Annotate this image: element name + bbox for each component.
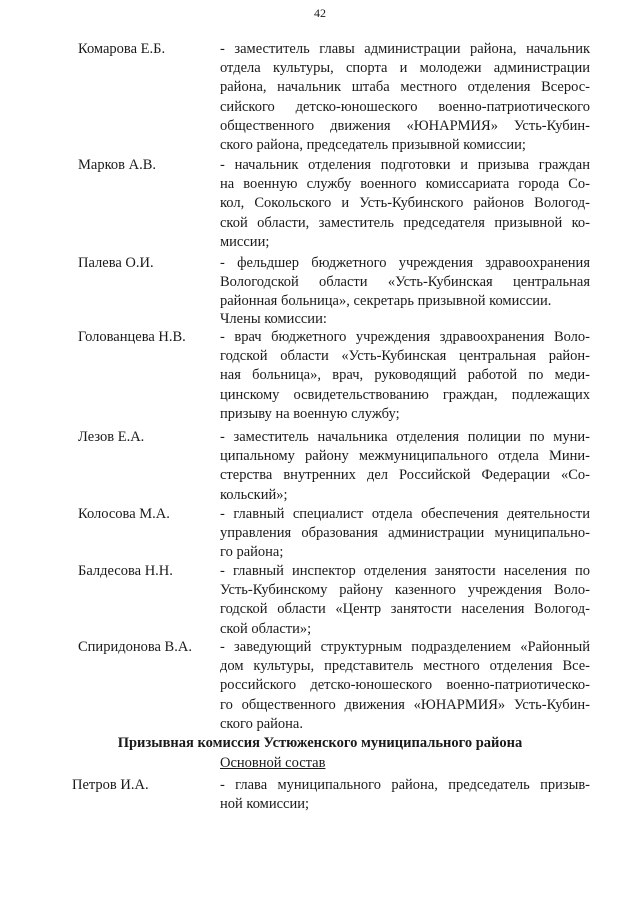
member-role <box>220 638 590 734</box>
role-line: управления образования администрации муниципально- <box>220 525 590 542</box>
member-role <box>220 776 590 814</box>
member-role <box>220 562 590 639</box>
role-line: годской области «Центр занятости населения Вологод- <box>220 601 590 618</box>
section-title: Призывная комиссия Устюженского муниципального района <box>117 735 523 751</box>
member-name: Балдесова Н.Н. <box>78 563 173 579</box>
member-name: Комарова Е.Б. <box>78 41 166 57</box>
role-line: сийского детско-юношеского военно-патриотического <box>220 98 590 115</box>
member-role <box>220 328 590 424</box>
role-line: - начальник отделения подготовки и призыва граждан <box>220 157 590 173</box>
member-name: Петров И.А. <box>72 777 149 793</box>
member-role <box>220 156 590 252</box>
role-line: российского детско-юношеского военно-патриотическо- <box>220 677 590 694</box>
role-line: - глава муниципального района, председатель призыв- <box>220 777 590 793</box>
role-line: ского района. <box>220 715 303 732</box>
page-number: 42 <box>314 6 326 20</box>
member-name: Колосова М.А. <box>78 506 170 522</box>
role-line: ской области, заместитель председателя призывной ко- <box>220 214 590 231</box>
role-line: ского района, председатель призывной комиссии; <box>220 137 526 154</box>
role-line: миссии; <box>220 233 270 250</box>
role-line: кольский»; <box>220 486 288 503</box>
role-line: - фельдшер бюджетного учреждения здравоохранения <box>220 255 590 271</box>
member-name: Палева О.И. <box>78 255 154 271</box>
role-line: района, начальник штаба местного отделения Всерос- <box>220 79 590 96</box>
role-line: ная больница», врач, руководящий работой по меди- <box>220 367 590 384</box>
role-line: Усть-Кубинскому району казенного учреждения Воло- <box>220 582 590 599</box>
member-role <box>220 428 590 505</box>
role-line: годской области «Усть-Кубинская центральная район- <box>220 348 590 365</box>
subsection-title: Основной состав <box>220 755 326 771</box>
role-line: районная больница», секретарь призывной комиссии. <box>220 293 552 310</box>
role-line: отдела культуры, спорта и молодежи администрации <box>220 60 590 77</box>
role-line: ципальному району межмуниципального отдела Мини- <box>220 448 590 465</box>
member-name: Лезов Е.А. <box>78 429 145 445</box>
member-name: Марков А.В. <box>78 157 157 173</box>
role-line: ской области»; <box>220 620 312 637</box>
member-name: Спиридонова В.А. <box>78 639 192 655</box>
role-line: призыву на военную службу; <box>220 405 400 422</box>
role-line: - главный специалист отдела обеспечения деятельности <box>220 506 590 522</box>
role-line: стерства внутренних дел Российской Федерации «Со- <box>220 467 590 484</box>
role-line: го района; <box>220 544 284 561</box>
role-line: общественного движения «ЮНАРМИЯ» Усть-Кубин- <box>220 117 590 134</box>
role-line: - врач бюджетного учреждения здравоохранения Воло- <box>220 329 590 345</box>
member-role <box>220 254 590 312</box>
role-line: Вологодской области «Усть-Кубинская центральная <box>220 274 590 291</box>
role-line: - главный инспектор отделения занятости населения по <box>220 563 590 579</box>
role-line: ной комиссии; <box>220 796 310 813</box>
role-line: цинскому освидетельствованию граждан, подлежащих <box>220 386 590 403</box>
members-heading: Члены комиссии: <box>220 311 327 327</box>
role-line: кол, Сокольского и Усть-Кубинского районов Вологод- <box>220 195 590 212</box>
member-name: Голованцева Н.В. <box>78 329 186 345</box>
member-role <box>220 505 590 563</box>
role-line: - заместитель главы администрации района, начальник <box>220 41 590 57</box>
member-role <box>220 40 590 155</box>
role-line: дом культуры, представитель местного отделения Все- <box>220 658 590 675</box>
role-line: - заведующий структурным подразделением «Районный <box>220 639 590 655</box>
role-line: - заместитель начальника отделения полиции по муни- <box>220 429 590 445</box>
role-line: на военную службу военного комиссариата города Со- <box>220 176 590 193</box>
role-line: го общественного движения «ЮНАРМИЯ» Усть-Кубин- <box>220 696 590 713</box>
